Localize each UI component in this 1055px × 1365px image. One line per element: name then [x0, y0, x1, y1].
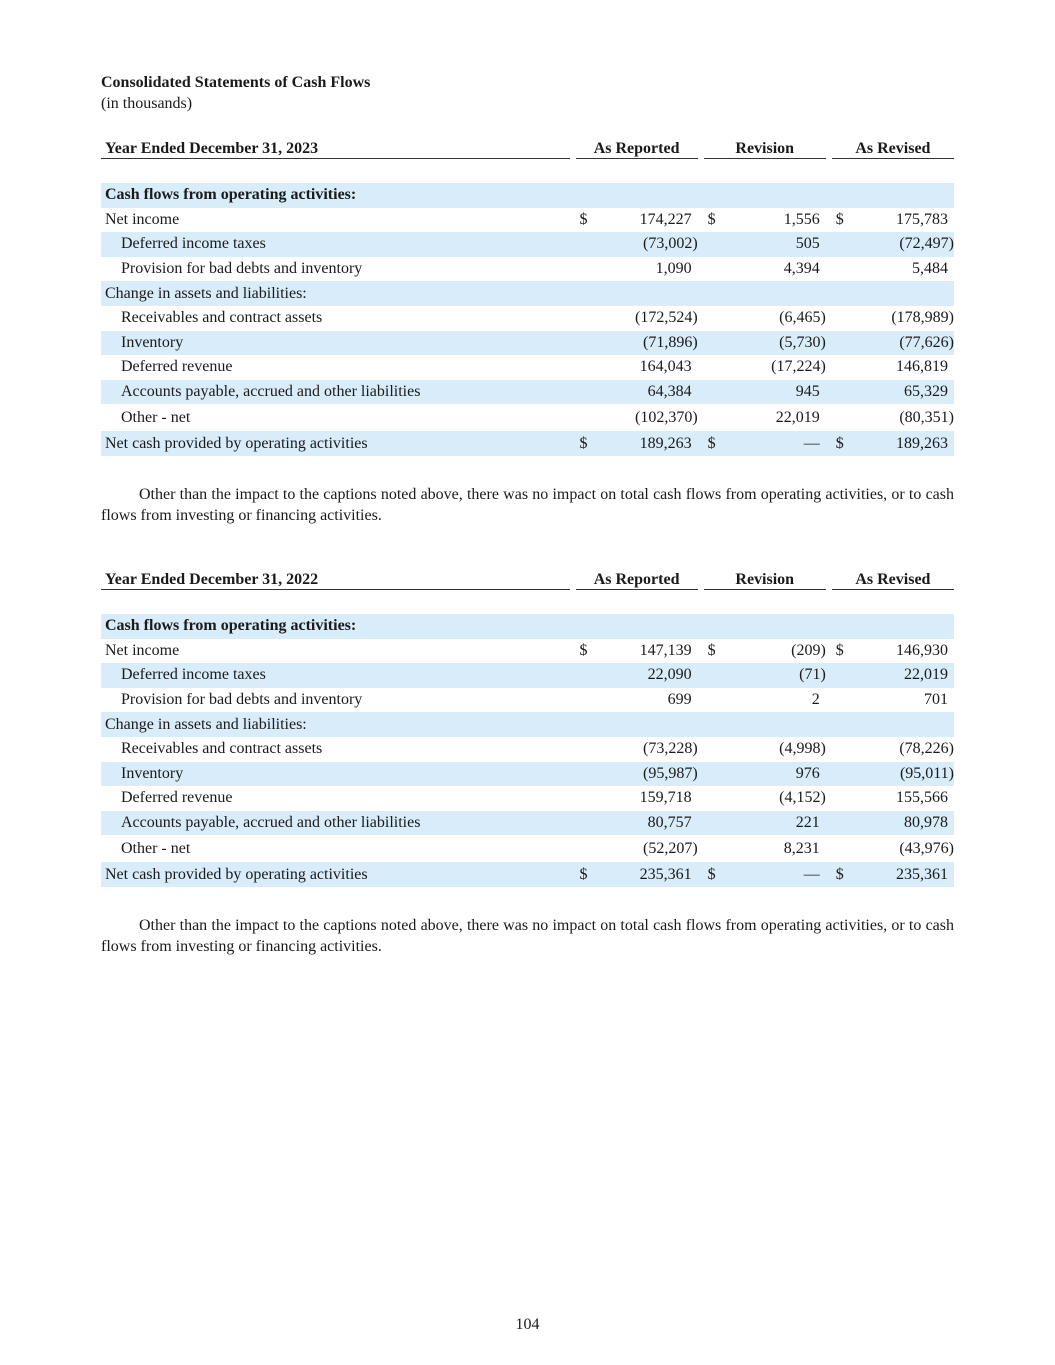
currency-symbol — [832, 737, 856, 762]
currency-symbol — [704, 404, 728, 431]
currency-symbol — [576, 663, 600, 688]
currency-symbol — [832, 355, 856, 380]
row-label: Net income — [105, 210, 180, 228]
table-row — [101, 786, 954, 811]
page-subtitle: (in thousands) — [101, 95, 193, 112]
currency-symbol — [576, 404, 600, 431]
amount-cell — [856, 183, 954, 208]
currency-symbol — [832, 712, 856, 737]
currency-symbol — [704, 614, 728, 639]
note-text: Other than the impact to the captions noted above, there was no impact on total cash flows from operating activities, or to cash flows from investing or financing activities. — [101, 917, 954, 955]
amount-cell: (4,998) — [779, 740, 826, 758]
amount-cell: 22,090 — [600, 663, 698, 688]
currency-symbol — [832, 688, 856, 713]
page-title: Consolidated Statements of Cash Flows — [101, 74, 371, 91]
row-label: Accounts payable, accrued and other liabilities — [101, 811, 570, 836]
currency-symbol: $ — [835, 641, 844, 659]
row-label: Other - net — [121, 408, 191, 426]
amount-cell: 1,090 — [655, 260, 692, 278]
amount-cell: 235,361 — [600, 862, 698, 887]
amount-cell: 64,384 — [600, 380, 698, 405]
amount-cell — [728, 281, 826, 306]
cash-flow-table-2023 — [101, 134, 954, 456]
row-label: Accounts payable, accrued and other liabilities — [101, 380, 570, 405]
amount-cell: — — [728, 862, 826, 887]
amount-cell: (52,207) — [643, 839, 698, 857]
currency-symbol — [576, 614, 600, 639]
amount-cell: (6,465) — [779, 309, 826, 327]
amount-cell: 8,231 — [783, 839, 820, 857]
amount-cell: 80,757 — [600, 811, 698, 836]
currency-symbol — [704, 380, 728, 405]
amount-cell: (95,011) — [856, 762, 954, 787]
amount-cell: 175,783 — [896, 210, 948, 228]
amount-cell: (178,989) — [891, 309, 954, 327]
row-label: Deferred revenue — [121, 358, 233, 376]
column-header-as-reported: As Reported — [576, 565, 698, 590]
amount-cell: 976 — [728, 762, 826, 787]
currency-symbol — [832, 380, 856, 405]
amount-cell: 159,718 — [639, 789, 692, 807]
column-header-revision: Revision — [704, 565, 826, 590]
table-row — [101, 639, 954, 664]
currency-symbol — [576, 712, 600, 737]
currency-symbol — [576, 835, 600, 862]
row-label: Other - net — [121, 839, 191, 857]
table-row — [101, 712, 954, 737]
currency-symbol — [576, 331, 600, 356]
amount-cell: 189,263 — [600, 431, 698, 456]
table-row — [101, 355, 954, 380]
currency-symbol: $ — [707, 210, 716, 228]
amount-cell: 2 — [811, 691, 820, 709]
amount-cell: (5,730) — [728, 331, 826, 356]
row-label: Net cash provided by operating activities — [101, 862, 570, 887]
currency-symbol — [576, 737, 600, 762]
table-row — [101, 688, 954, 713]
row-label: Deferred income taxes — [101, 232, 570, 257]
amount-cell — [856, 614, 954, 639]
row-label: Cash flows from operating activities: — [101, 183, 570, 208]
currency-symbol — [576, 355, 600, 380]
row-label: Receivables and contract assets — [121, 309, 323, 327]
currency-symbol: $ — [579, 210, 588, 228]
amount-cell: 65,329 — [856, 380, 954, 405]
currency-symbol — [704, 811, 728, 836]
currency-symbol — [576, 811, 600, 836]
amount-cell — [728, 712, 826, 737]
currency-symbol — [704, 257, 728, 282]
row-label: Provision for bad debts and inventory — [121, 691, 363, 709]
currency-symbol — [832, 183, 856, 208]
table-header-row — [101, 134, 954, 159]
currency-symbol — [576, 281, 600, 306]
amount-cell: (71) — [728, 663, 826, 688]
amount-cell: 22,019 — [856, 663, 954, 688]
amount-cell: (71,896) — [600, 331, 698, 356]
amount-cell: (4,152) — [779, 789, 826, 807]
amount-cell — [600, 712, 698, 737]
currency-symbol: $ — [704, 431, 728, 456]
currency-symbol: $ — [707, 641, 716, 659]
table-row — [101, 862, 954, 887]
currency-symbol — [704, 786, 728, 811]
amount-cell: (73,002) — [600, 232, 698, 257]
row-label: Deferred revenue — [121, 789, 233, 807]
amount-cell: 146,819 — [896, 358, 948, 376]
table-row — [101, 208, 954, 233]
currency-symbol — [832, 614, 856, 639]
amount-cell: 221 — [728, 811, 826, 836]
currency-symbol — [832, 835, 856, 862]
currency-symbol — [704, 183, 728, 208]
amount-cell — [856, 712, 954, 737]
currency-symbol — [704, 663, 728, 688]
currency-symbol — [576, 762, 600, 787]
note-paragraph-2022 — [101, 915, 954, 957]
currency-symbol — [832, 257, 856, 282]
row-label: Change in assets and liabilities: — [101, 712, 570, 737]
period-header: Year Ended December 31, 2023 — [101, 134, 570, 159]
amount-cell: (73,228) — [643, 740, 698, 758]
currency-symbol — [576, 183, 600, 208]
amount-cell: (102,370) — [635, 408, 698, 426]
table-row — [101, 614, 954, 639]
amount-cell — [600, 281, 698, 306]
amount-cell: — — [728, 431, 826, 456]
currency-symbol — [704, 762, 728, 787]
currency-symbol — [704, 712, 728, 737]
currency-symbol: $ — [704, 862, 728, 887]
currency-symbol — [832, 811, 856, 836]
cash-flow-table-2022 — [101, 565, 954, 887]
spacer-row — [101, 159, 954, 184]
amount-cell: 235,361 — [856, 862, 954, 887]
currency-symbol: $ — [832, 862, 856, 887]
currency-symbol — [704, 688, 728, 713]
table-row — [101, 404, 954, 431]
currency-symbol — [832, 663, 856, 688]
table-row — [101, 232, 954, 257]
currency-symbol: $ — [579, 641, 588, 659]
period-header: Year Ended December 31, 2022 — [101, 565, 570, 590]
currency-symbol — [576, 232, 600, 257]
table-row — [101, 737, 954, 762]
table-row — [101, 835, 954, 862]
amount-cell: 1,556 — [783, 210, 820, 228]
currency-symbol — [832, 232, 856, 257]
table-row — [101, 762, 954, 787]
currency-symbol — [704, 306, 728, 331]
amount-cell: 146,930 — [896, 641, 948, 659]
currency-symbol — [704, 232, 728, 257]
spacer-row — [101, 590, 954, 615]
amount-cell: 505 — [728, 232, 826, 257]
amount-cell: 945 — [728, 380, 826, 405]
currency-symbol — [704, 355, 728, 380]
currency-symbol — [832, 762, 856, 787]
row-label: Deferred income taxes — [101, 663, 570, 688]
currency-symbol: $ — [576, 862, 600, 887]
amount-cell: (95,987) — [600, 762, 698, 787]
amount-cell: (172,524) — [635, 309, 698, 327]
currency-symbol — [832, 306, 856, 331]
amount-cell: (77,626) — [856, 331, 954, 356]
column-header-as-reported: As Reported — [576, 134, 698, 159]
note-text: Other than the impact to the captions noted above, there was no impact on total cash flows from operating activities, or to cash flows from investing or financing activities. — [101, 486, 954, 524]
currency-symbol: $ — [576, 431, 600, 456]
row-label: Inventory — [101, 762, 570, 787]
column-header-as-revised: As Revised — [832, 134, 954, 159]
row-label: Net cash provided by operating activities — [101, 431, 570, 456]
table-row — [101, 380, 954, 405]
amount-cell: 164,043 — [639, 358, 692, 376]
amount-cell — [728, 614, 826, 639]
amount-cell: (78,226) — [899, 740, 954, 758]
currency-symbol — [832, 331, 856, 356]
amount-cell: 4,394 — [783, 260, 820, 278]
table-row — [101, 811, 954, 836]
row-label: Receivables and contract assets — [121, 740, 323, 758]
table-row — [101, 431, 954, 456]
amount-cell: 80,978 — [856, 811, 954, 836]
currency-symbol — [832, 404, 856, 431]
currency-symbol — [576, 257, 600, 282]
amount-cell — [856, 281, 954, 306]
amount-cell: 22,019 — [775, 408, 820, 426]
table-row — [101, 331, 954, 356]
table-row — [101, 183, 954, 208]
row-label: Change in assets and liabilities: — [101, 281, 570, 306]
currency-symbol — [576, 688, 600, 713]
currency-symbol — [576, 380, 600, 405]
currency-symbol — [704, 331, 728, 356]
amount-cell — [600, 183, 698, 208]
page-number: 104 — [515, 1316, 540, 1333]
amount-cell: 174,227 — [639, 210, 692, 228]
column-header-as-revised: As Revised — [832, 565, 954, 590]
note-paragraph-2023 — [101, 484, 954, 526]
currency-symbol — [704, 281, 728, 306]
currency-symbol: $ — [835, 210, 844, 228]
amount-cell — [600, 614, 698, 639]
row-label: Net income — [105, 641, 180, 659]
currency-symbol — [576, 786, 600, 811]
table-row — [101, 257, 954, 282]
currency-symbol — [832, 281, 856, 306]
table-row — [101, 306, 954, 331]
row-label: Cash flows from operating activities: — [101, 614, 570, 639]
table-header-row — [101, 565, 954, 590]
amount-cell: (43,976) — [899, 839, 954, 857]
amount-cell: (209) — [791, 641, 826, 659]
column-header-revision: Revision — [704, 134, 826, 159]
currency-symbol — [832, 786, 856, 811]
table-row — [101, 663, 954, 688]
amount-cell: 155,566 — [896, 789, 948, 807]
amount-cell: 699 — [667, 691, 692, 709]
amount-cell: 5,484 — [912, 260, 948, 278]
amount-cell: 147,139 — [639, 641, 692, 659]
row-label: Provision for bad debts and inventory — [121, 260, 363, 278]
currency-symbol: $ — [832, 431, 856, 456]
currency-symbol — [704, 737, 728, 762]
amount-cell: 189,263 — [856, 431, 954, 456]
amount-cell: (72,497) — [856, 232, 954, 257]
amount-cell: 701 — [924, 691, 948, 709]
currency-symbol — [576, 306, 600, 331]
amount-cell — [728, 183, 826, 208]
amount-cell: (17,224) — [771, 358, 826, 376]
currency-symbol — [704, 835, 728, 862]
amount-cell: (80,351) — [899, 408, 954, 426]
table-row — [101, 281, 954, 306]
row-label: Inventory — [101, 331, 570, 356]
